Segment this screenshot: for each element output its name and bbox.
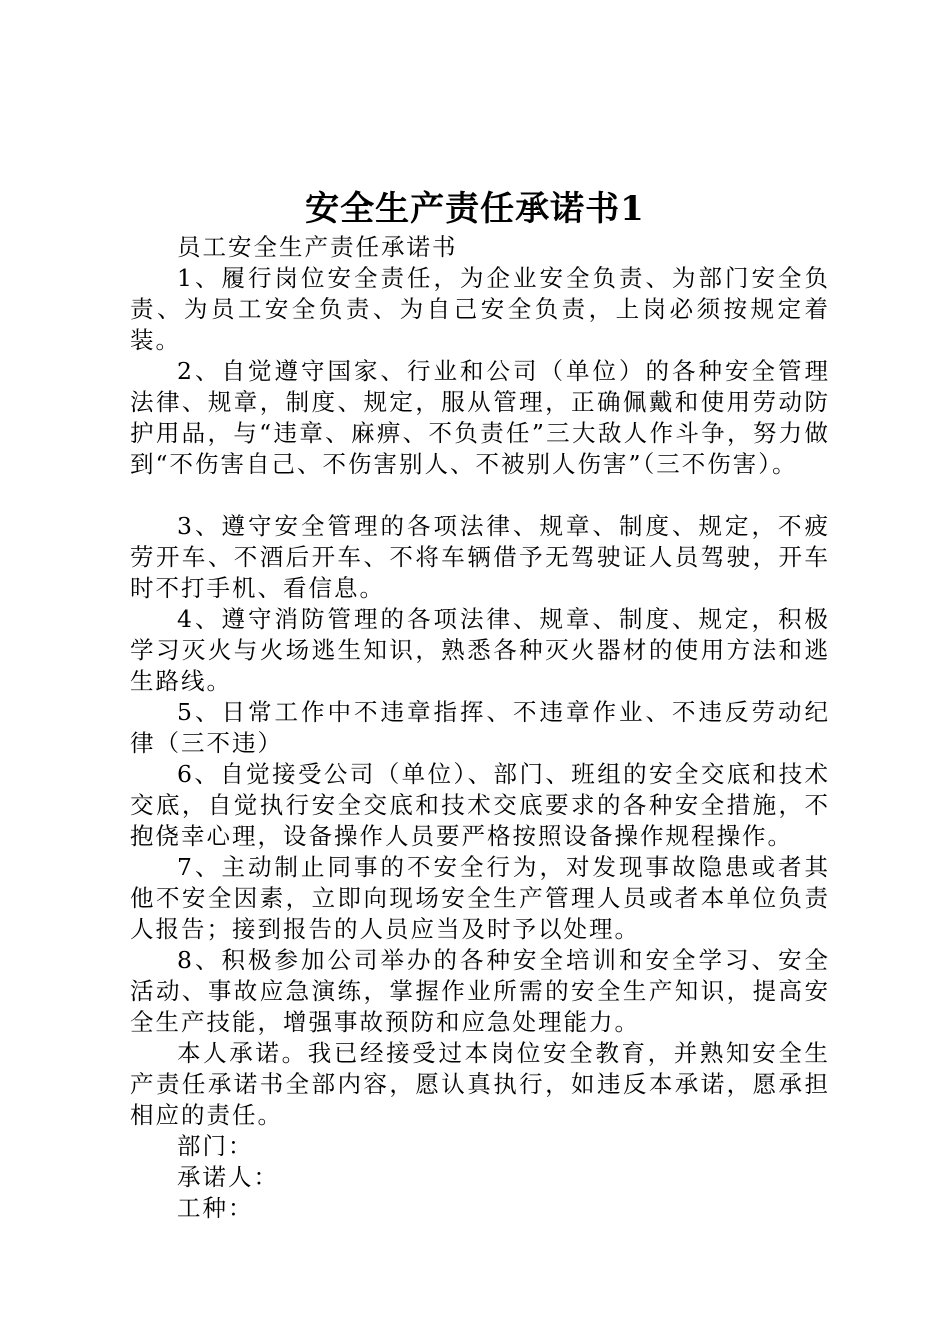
pledge-item-8: 8、积极参加公司举办的各种安全培训和安全学习、安全活动、事故应急演练，掌握作业所需的安全生产知识，提高安全生产技能，增强事故预防和应急处理能力。	[130, 946, 830, 1036]
pledge-item-1: 1、履行岗位安全责任，为企业安全负责、为部门安全负责、为员工安全负责、为自己安全负责，上岗必须按规定着装。	[130, 264, 830, 354]
document-subtitle: 员工安全生产责任承诺书	[177, 233, 458, 261]
pledger-field-label: 承诺人：	[177, 1163, 279, 1191]
pledge-item-7: 7、主动制止同事的不安全行为，对发现事故隐患或者其他不安全因素，立即向现场安全生产管理人员或者本单位负责人报告；接到报告的人员应当及时予以处理。	[130, 853, 830, 943]
pledge-item-6: 6、自觉接受公司（单位）、部门、班组的安全交底和技术交底，自觉执行安全交底和技术交底要求的各种安全措施，不抱侥幸心理，设备操作人员要严格按照设备操作规程操作。	[130, 760, 830, 850]
job-type-field-label: 工种：	[177, 1194, 254, 1222]
pledge-item-5: 5、日常工作中不违章指挥、不违章作业、不违反劳动纪律（三不违）	[130, 698, 830, 757]
document-body	[130, 232, 830, 1224]
pledge-item-2: 2、自觉遵守国家、行业和公司（单位）的各种安全管理法律、规章，制度、规定，服从管理，正确佩戴和使用劳动防护用品，与“违章、麻痹、不负责任”三大敌人作斗争，努力做到“不伤害自己、不伤害别人、不被别人伤害”（三不伤害）。	[130, 357, 830, 478]
department-field-label: 部门：	[177, 1132, 254, 1160]
pledge-item-3: 3、遵守安全管理的各项法律、规章、制度、规定，不疲劳开车、不酒后开车、不将车辆借予无驾驶证人员驾驶，开车时不打手机、看信息。	[130, 512, 830, 602]
pledge-statement: 本人承诺。我已经接受过本岗位安全教育，并熟知安全生产责任承诺书全部内容，愿认真执行，如违反本承诺，愿承担相应的责任。	[130, 1039, 830, 1129]
document-title: 安全生产责任承诺书1	[305, 189, 645, 229]
pledge-item-4: 4、遵守消防管理的各项法律、规章、制度、规定，积极学习灭火与火场逃生知识，熟悉各种灭火器材的使用方法和逃生路线。	[130, 605, 830, 695]
